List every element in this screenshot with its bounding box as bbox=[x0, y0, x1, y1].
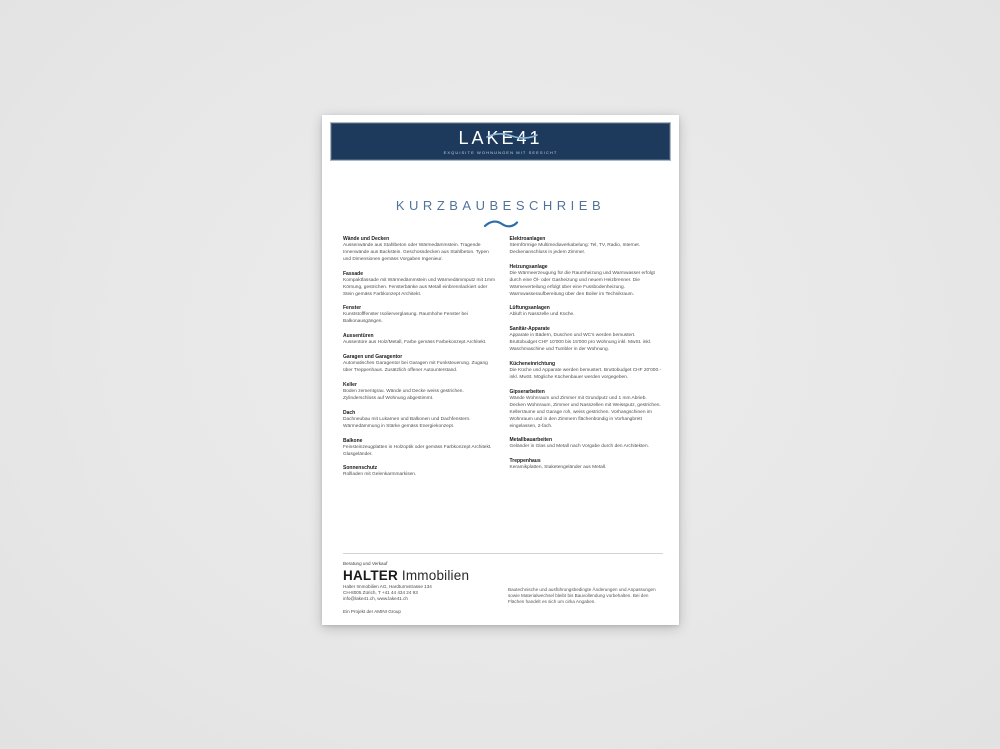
address-line: Halter Immobilien AG, Hardturmstrasse 134 bbox=[343, 584, 432, 589]
footer-disclaimer: Bautechnische und ausführungsbedingte Änderungen und Anpassungen sowie Materialwechsel bleibt bis Bauvollendung vorbehalten. Bei den Flächen handelt es sich um cirka Angaben. bbox=[508, 587, 656, 604]
address-line: info@lake41.ch, www.lake41.ch bbox=[343, 595, 408, 601]
section-body: Apparate in Bädern, Duschen und WC's werden bemustert. Bruttobudget CHF 10'000 bis 15'000 pro Wohnung inkl. MwSt. inkl. Waschmaschine und Tumbler in der Wohnung. bbox=[509, 333, 652, 353]
spec-section bbox=[510, 264, 664, 299]
section-body: Boden zementgrau. Wände und Decke weiss gestrichen. Zylinderschloss auf Wohnung abgestimmt. bbox=[343, 388, 464, 401]
section-heading: Metallbauarbeiten bbox=[509, 437, 553, 444]
spec-section bbox=[510, 389, 664, 431]
logo-tagline: EXQUISITE WOHNUNGEN MIT SEESICHT bbox=[443, 149, 558, 155]
spec-section bbox=[343, 354, 497, 375]
spec-section bbox=[510, 305, 664, 319]
spec-section bbox=[510, 458, 664, 472]
spec-section bbox=[510, 326, 664, 354]
section-body: Feinsteinzeugplatten in Holzoptik oder gemäss Farbkonzept Architekt. Glasgeländer. bbox=[343, 444, 492, 457]
section-body: Die Wärmeerzeugung für die Raumheizung und Warmwasser erfolgt durch eine Öl- oder Gasheizung und neuem Heizbrenner. Die Wärmeverteilung erfolgt über eine Fussbodenheizung. Warmwasseraufbereitung über den Boiler im Technikraum. bbox=[509, 270, 655, 297]
spec-section bbox=[510, 437, 664, 451]
section-heading: Heizungsanlage bbox=[509, 263, 548, 270]
footer-contact-block bbox=[343, 561, 469, 615]
lake41-logo bbox=[458, 129, 542, 148]
spec-section bbox=[343, 305, 497, 326]
section-body: Keramikplatten, Staketengeländer aus Metall. bbox=[509, 465, 607, 471]
company-name bbox=[343, 568, 469, 583]
section-heading: Kücheneinrichtung bbox=[509, 361, 556, 368]
address-line: CH-8005 Zürich, T +41 44 434 24 93 bbox=[343, 589, 418, 595]
section-body: Rollladen mit Gelenkarmmarkisen. bbox=[343, 472, 417, 478]
page-title: KURZBAUBESCHRIEB bbox=[395, 198, 606, 213]
section-heading: Treppenhaus bbox=[509, 458, 541, 465]
section-heading: Sonnenschutz bbox=[343, 465, 378, 472]
title-wave-icon bbox=[322, 216, 679, 234]
section-heading: Wände und Decken bbox=[343, 236, 390, 242]
section-heading: Keller bbox=[343, 381, 357, 388]
spec-section bbox=[510, 361, 664, 382]
spec-section bbox=[343, 382, 497, 403]
spec-columns bbox=[343, 236, 663, 486]
section-body: Kunststofffenster Isolierverglasung. Raumhohe Fenster bei Balkonausgängen. bbox=[343, 312, 468, 325]
section-body: Abluft in Nasszelle und Küche. bbox=[509, 312, 575, 318]
section-body: Geländer in Glas und Metall nach Vorgabe durch den Architekten. bbox=[509, 444, 649, 450]
section-body: Aussentüre aus Holz/Metall, Farbe gemäss Farbekonzept Architekt. bbox=[343, 340, 487, 346]
section-body: Wände Wohnraum und Zimmer mit Grundputz und 1 mm Abrieb. Decken Wohnraum, Zimmer und Nasszellen mit Weissputz, gestrichen. Kellerräume und Garage roh, weiss gestrichen. Vorhangschinen im Wohnraum und in den Zimmern flächenbündig in Vorhangbrett eingelassen, 2-fach. bbox=[509, 395, 661, 429]
section-heading: Elektroanlagen bbox=[509, 236, 546, 242]
spec-column-left bbox=[343, 236, 497, 486]
section-heading: Lüftungsanlagen bbox=[509, 305, 550, 312]
company-name-bold: HALTER bbox=[343, 568, 398, 583]
section-heading: Aussentüren bbox=[343, 333, 374, 340]
section-heading: Garagen und Garagentor bbox=[343, 354, 403, 361]
document-page bbox=[322, 115, 679, 625]
section-body: Dachneubau mit Lukarnen und Balkonen und Dachfenstern. Wärmedämmung in Stärke gemäss Energiekonzept. bbox=[343, 416, 471, 429]
spec-section bbox=[343, 410, 497, 431]
contact-label: Beratung und Verkauf bbox=[343, 561, 388, 566]
project-note: Ein Projekt der AMINI Group bbox=[343, 609, 401, 615]
spec-section bbox=[343, 271, 497, 299]
spec-section bbox=[343, 438, 497, 459]
section-body: Automatisches Garagentor bei Garagen mit Funksteuerung. Zugang über Treppenhaus. Zusätzlich offener Autounterstand. bbox=[343, 361, 488, 374]
section-body: Die Küche und Apparate werden bemustert. Bruttobudget CHF 20'000.- inkl. MwSt. Mögliche Küchenbauer werden vorgegeben. bbox=[509, 368, 662, 380]
section-body: Aussenwände aus Stahlbeton oder Wärmedämmstein. Tragende Innenwände aus Backstein. Geschossdecken aus Stahlbeton. Typen und Dimensionen gemäss Vorgaben Ingenieur. bbox=[343, 243, 489, 262]
section-body: Sternförmige Multimediaverkabelung: Tel, TV, Radio, Internet. Deckenanschluss in jedem Zimmer. bbox=[509, 243, 641, 255]
section-heading: Fassade bbox=[343, 270, 364, 277]
section-heading: Dach bbox=[343, 409, 356, 416]
section-body: Kompaktfassade mit Wärmedämmstein und Wärmedämmputz mit 1mm Körnung, gestrichen. Fensterbänke aus Metall einbrennlackiert oder Stein gemäss Farbkonzept Architekt. bbox=[343, 277, 495, 297]
section-heading: Gipserarbeiten bbox=[509, 388, 545, 395]
footer-divider bbox=[343, 553, 663, 554]
company-name-rest: Immobilien bbox=[397, 568, 470, 583]
spec-section bbox=[343, 236, 497, 264]
spec-section bbox=[510, 236, 664, 257]
section-heading: Fenster bbox=[343, 305, 362, 312]
section-heading: Balkone bbox=[343, 437, 363, 444]
spec-section bbox=[343, 333, 497, 347]
spec-column-right bbox=[510, 236, 664, 486]
header-band bbox=[330, 122, 671, 161]
section-heading: Sanitär-Apparate bbox=[509, 326, 550, 333]
spec-section bbox=[343, 465, 497, 479]
logo-wordmark: LAKE41 bbox=[458, 127, 543, 148]
